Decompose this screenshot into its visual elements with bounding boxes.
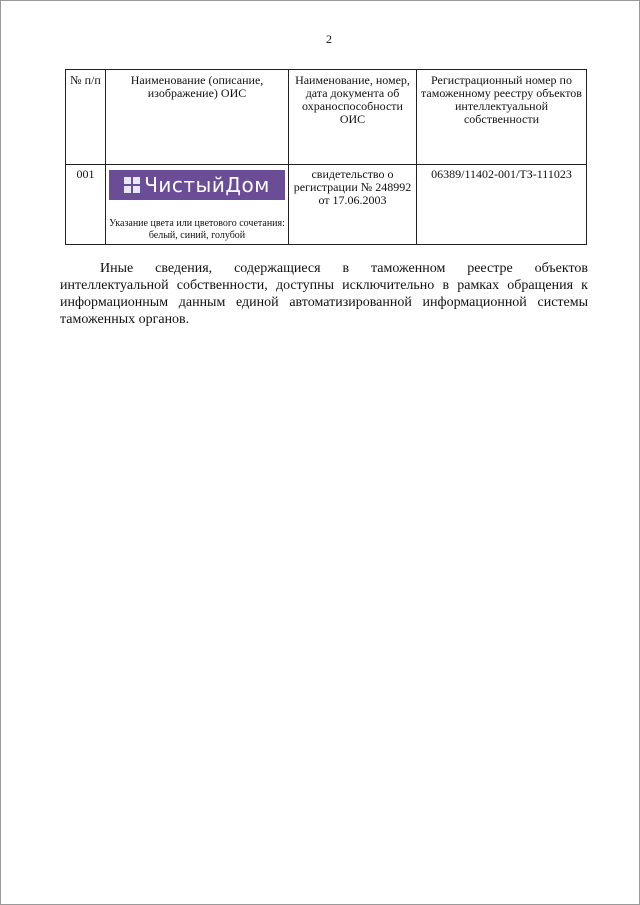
row-number: 001 [66,165,106,245]
registry-table [65,69,587,245]
color-note: Указание цвета или цветового сочетания: белый, синий, голубой [109,218,285,241]
logo-text: ЧистыйДом [144,172,270,197]
trademark-logo [109,170,285,200]
registration-number-cell: 06389/11402-001/ТЗ-111023 [417,165,587,245]
logo-squares-icon [124,177,140,193]
header-document: Наименование, номер, дата документа об охраноспособности ОИС [289,70,417,165]
body-paragraph: Иные сведения, содержащиеся в таможенном реестре объектов интеллектуальной собственности, доступны исключительно в рамках обращения к информационным данным единой автоматизированной информационной системы таможенных органов. [60,261,588,327]
certificate-cell: свидетельство о регистрации № 248992 от 17.06.2003 [289,165,417,245]
table-header-row [66,70,587,165]
header-ois-name: Наименование (описание, изображение) ОИС [106,70,289,165]
table-row [66,165,587,245]
header-number: № п/п [66,70,106,165]
trademark-cell [106,165,289,245]
page-number: 2 [326,32,332,46]
header-registration-number: Регистрационный номер по таможенному реестру объектов интеллектуальной собственности [417,70,587,165]
